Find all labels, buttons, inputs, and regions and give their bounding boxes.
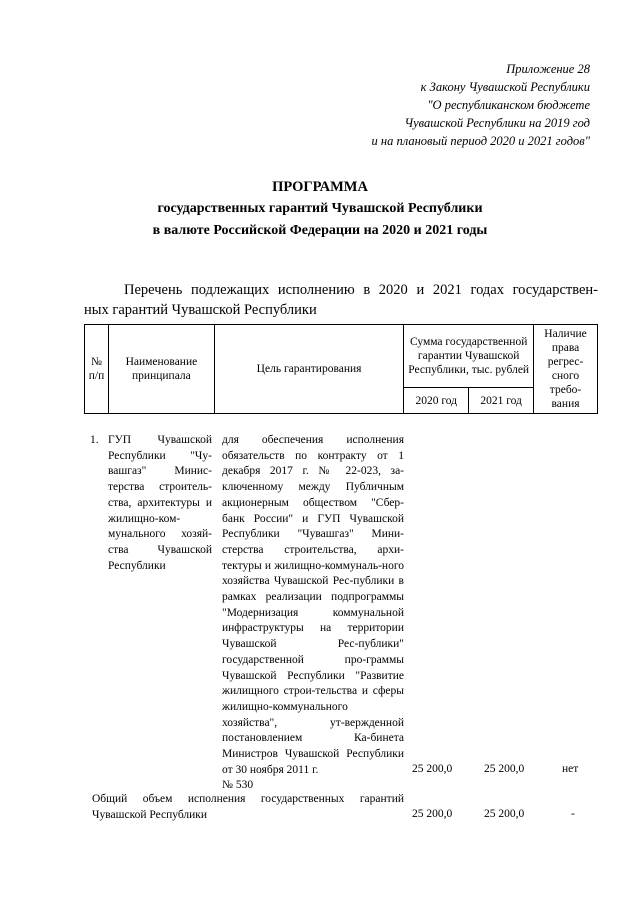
table-header — [84, 324, 598, 414]
row-regress: нет — [562, 763, 579, 775]
appendix-line-1: Приложение 28 — [506, 62, 590, 76]
header-num: № п/п — [85, 325, 109, 414]
intro-line-2: ных гарантий Чувашской Республики — [84, 302, 317, 318]
total-sum-2021: 25 200,0 — [484, 808, 525, 820]
row-goal — [222, 433, 404, 794]
header-regress: Наличие права регрес-сного требо-вания — [534, 325, 598, 414]
total-label — [92, 792, 404, 823]
row-number: 1. — [90, 434, 99, 446]
total-sum-2020: 25 200,0 — [412, 808, 453, 820]
principal-text: ГУП Чувашской Республики "Чу-вашгаз" Минис-терства строитель-ства, архитектуры и жилищно-ком-мунального хозяй-ства Чувашской Республики — [108, 434, 212, 572]
intro-paragraph — [84, 280, 598, 320]
total-line-2: Чувашской Республики — [92, 808, 208, 821]
row-principal — [108, 433, 212, 574]
title-line-2: государственных гарантий Чувашской Республики — [157, 201, 483, 216]
row-sum-2021: 25 200,0 — [484, 763, 525, 775]
total-regress: - — [571, 808, 575, 820]
header-year-2021: 2021 год — [469, 388, 534, 414]
header-goal: Цель гарантирования — [214, 325, 403, 414]
row-sum-2020: 25 200,0 — [412, 763, 453, 775]
appendix-line-3: "О республиканском бюджете — [427, 98, 590, 112]
header-sum: Сумма государственной гарантии Чувашской Республики, тыс. рублей — [404, 325, 534, 388]
header-principal: Наименование принципала — [108, 325, 214, 414]
document-title — [0, 176, 640, 242]
title-line-3: в валюте Российской Федерации на 2020 и 2021 годы — [152, 223, 488, 238]
goal-text: для обеспечения исполнения обязательств по контракту от 1 декабря 2017 г. № 22-023, за-ключенному между Публичным акционерным обществом "Сбер-банк России" и ГУП Чувашской Республики "Чувашгаз" Мини-стерства строительства, архи-тектуры и жилищно-коммуналь-ного хозяйства Чувашской Рес-публики в рамках реализации подпрограммы "Модернизация коммунальной инфраструктуры на территории Чувашской Рес-публики" государственной про-граммы Чувашской Республики "Развитие жилищного строи-тельства и сферы жилищно-коммунального хозяйства", ут-вержденной постановлением Ка-бинета Министров Чувашской Республики от 30 ноября 2011 г. — [222, 434, 404, 776]
title-line-1: ПРОГРАММА — [272, 179, 368, 195]
header-year-2020: 2020 год — [404, 388, 469, 414]
goal-text-last: № 530 — [222, 779, 254, 792]
appendix-line-2: к Закону Чувашской Республики — [420, 80, 590, 94]
appendix-header — [372, 60, 590, 150]
intro-line-1: Перечень подлежащих исполнению в 2020 и 2021 годах государствен- — [124, 282, 598, 298]
total-line-1: Общий объем исполнения государственных гарантий — [92, 793, 404, 805]
appendix-line-4: Чувашской Республики на 2019 год — [404, 116, 590, 130]
appendix-line-5: и на плановый период 2020 и 2021 годов" — [371, 134, 590, 148]
